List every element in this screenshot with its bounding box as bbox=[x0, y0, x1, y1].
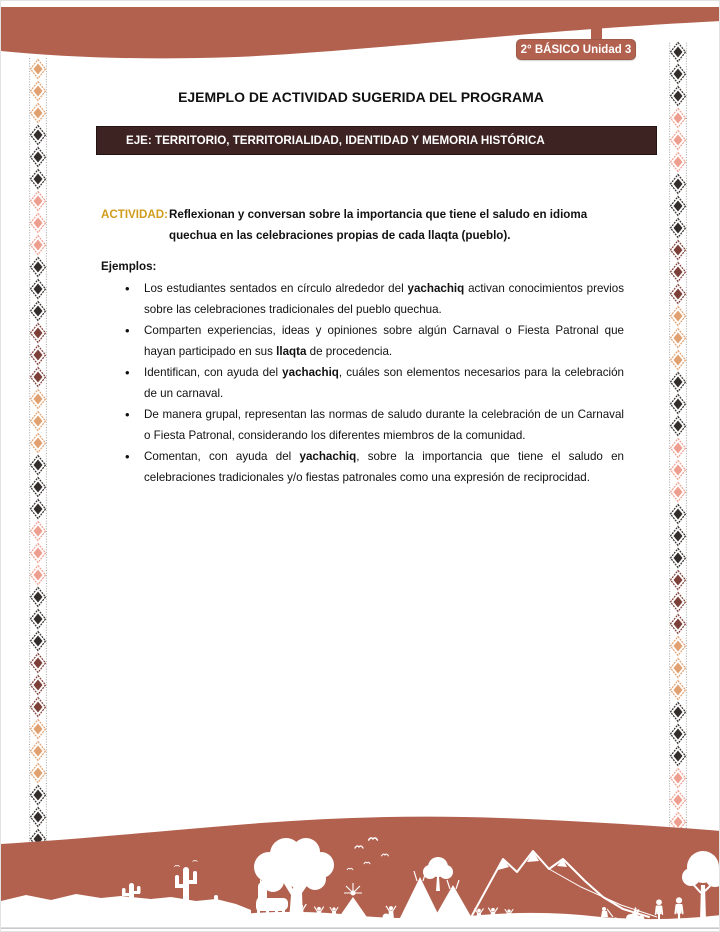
bullet-icon bbox=[125, 446, 130, 468]
example-text: De manera grupal, representan las normas de saludo durante la celebración de un Carnaval o Fiesta Patronal, considerando los diferentes miembros de la comunidad. bbox=[144, 408, 624, 442]
examples-label: Ejemplos: bbox=[101, 260, 157, 273]
quechua-term: yachachiq bbox=[299, 450, 357, 463]
example-text: Comentan, con ayuda del bbox=[144, 450, 300, 463]
bullet-icon bbox=[125, 362, 130, 384]
example-list bbox=[121, 278, 624, 488]
page-title: EJEMPLO DE ACTIVIDAD SUGERIDA DEL PROGRAMA bbox=[178, 89, 544, 105]
eje-banner: EJE: TERRITORIO, TERRITORIALIDAD, IDENTIDAD Y MEMORIA HISTÓRICA bbox=[96, 126, 657, 155]
example-item bbox=[121, 278, 624, 320]
top-wave bbox=[1, 1, 720, 71]
activity-row bbox=[101, 204, 625, 246]
right-border-pattern-icon bbox=[669, 41, 687, 829]
left-border-pattern-icon bbox=[29, 58, 47, 853]
unit-badge: 2° BÁSICO Unidad 3 bbox=[516, 39, 636, 60]
activity-text: Reflexionan y conversan sobre la importancia que tiene el saludo en idioma quechua en las celebraciones propias de cada llaqta (pueblo). bbox=[169, 208, 588, 242]
activity-label: ACTIVIDAD: bbox=[101, 208, 168, 221]
quechua-term: yachachiq bbox=[407, 282, 465, 295]
example-item bbox=[121, 320, 624, 362]
example-text: activan conocimientos previos sobre las celebraciones tradicionales del pueblo quechua. bbox=[144, 282, 625, 316]
page-bottom-rule bbox=[1, 928, 720, 929]
bullet-icon bbox=[125, 404, 130, 426]
quechua-term: yachachiq bbox=[282, 366, 339, 379]
example-text: , sobre la importancia que tiene el saludo en celebraciones tradicionales y/o fiestas patronales como una expresión de reciprocidad. bbox=[144, 450, 624, 484]
bullet-icon bbox=[125, 320, 130, 342]
example-text: de procedencia. bbox=[306, 345, 393, 358]
example-item bbox=[121, 362, 624, 404]
example-text: Los estudiantes sentados en círculo alrededor del bbox=[144, 282, 408, 295]
quechua-term: llaqta bbox=[276, 345, 307, 358]
example-text: , cuáles son elementos necesarios para la celebración de un carnaval. bbox=[144, 366, 624, 400]
bullet-icon bbox=[125, 278, 130, 300]
example-text: Comparten experiencias, ideas y opiniones sobre algún Carnaval o Fiesta Patronal que hayan participado en sus bbox=[144, 324, 624, 358]
example-text: Identifican, con ayuda del bbox=[144, 366, 283, 379]
bottom-landscape-illustration bbox=[1, 809, 720, 931]
example-item bbox=[121, 404, 624, 446]
example-item bbox=[121, 446, 624, 488]
